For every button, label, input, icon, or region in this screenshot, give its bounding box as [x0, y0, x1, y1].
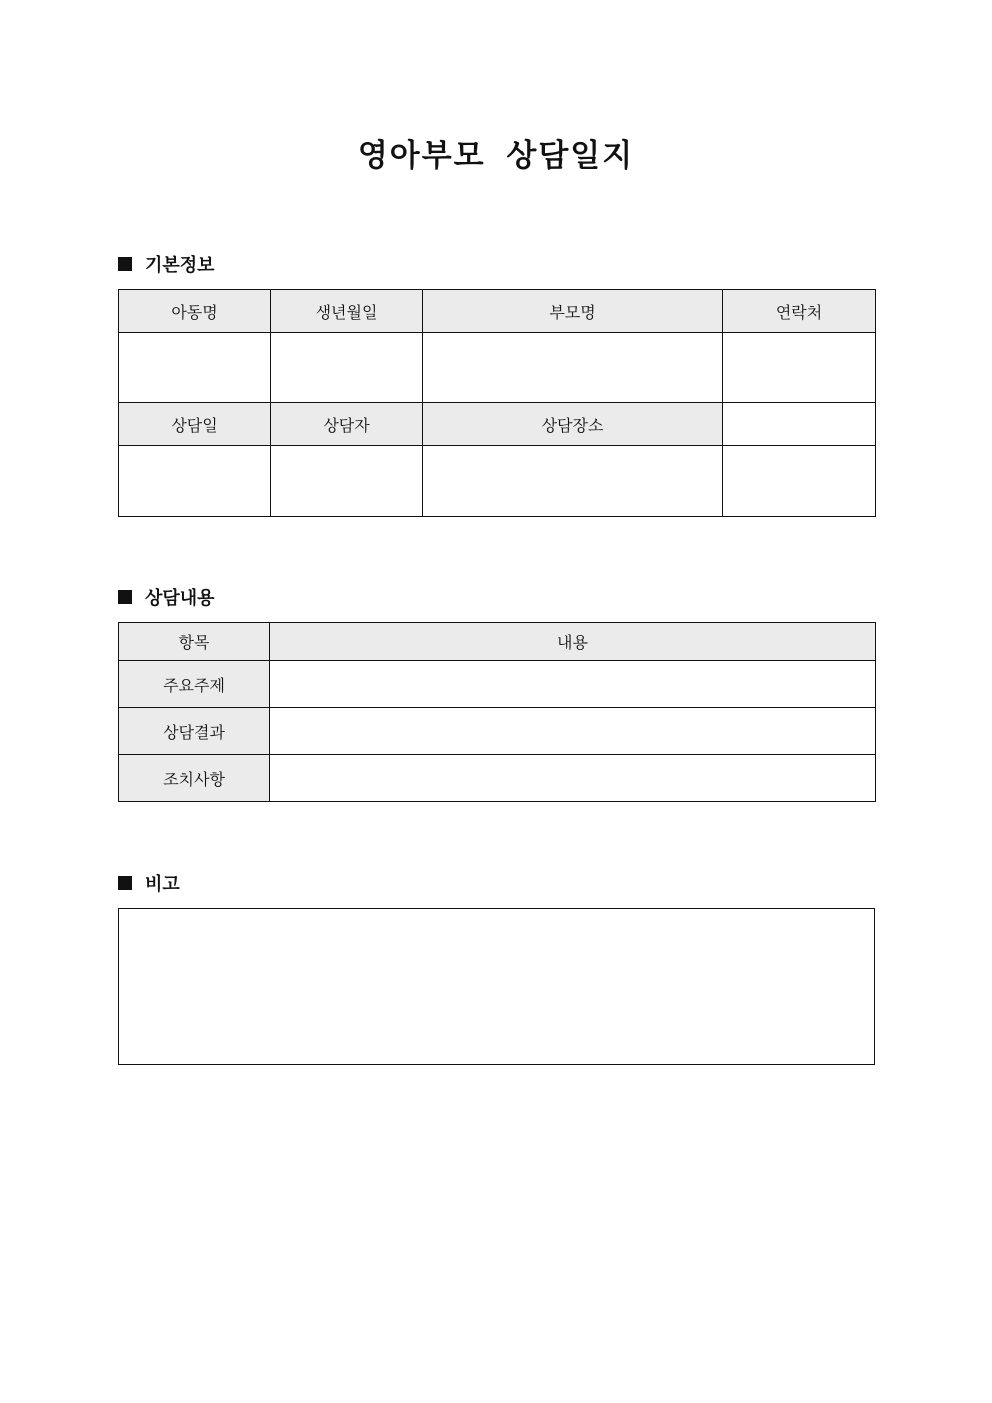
- section-heading-label: 비고: [145, 874, 180, 895]
- section-heading-label: 상담내용: [145, 588, 215, 609]
- header-child-name: 아동명: [119, 290, 271, 333]
- section-heading-remarks: [118, 870, 180, 896]
- header-counsel-place: 상담장소: [423, 403, 723, 446]
- table-row: [119, 403, 876, 446]
- counsel-date-field[interactable]: [119, 446, 271, 517]
- counselor-field[interactable]: [271, 446, 423, 517]
- square-bullet-icon: [118, 590, 132, 604]
- contact-field[interactable]: [723, 333, 876, 403]
- header-content: 내용: [270, 623, 876, 661]
- table-row: [119, 623, 876, 661]
- table-row: [119, 290, 876, 333]
- blank-value-cell[interactable]: [723, 446, 876, 517]
- header-contact: 연락처: [723, 290, 876, 333]
- table-row: [119, 755, 876, 802]
- header-counsel-date: 상담일: [119, 403, 271, 446]
- section-heading-basic-info: [118, 251, 215, 277]
- section-heading-counsel-content: [118, 584, 215, 610]
- table-row: [119, 661, 876, 708]
- item-counsel-result: 상담결과: [119, 708, 270, 755]
- page-title: 영아부모 상담일지: [357, 138, 635, 174]
- header-birth-date: 생년월일: [271, 290, 423, 333]
- section-heading-label: 기본정보: [145, 255, 215, 276]
- table-row: [119, 446, 876, 517]
- table-row: [119, 333, 876, 403]
- parent-name-field[interactable]: [423, 333, 723, 403]
- blank-header-cell: [723, 403, 876, 446]
- child-name-field[interactable]: [119, 333, 271, 403]
- basic-info-table: [118, 289, 876, 517]
- remarks-field[interactable]: [118, 908, 875, 1065]
- header-item: 항목: [119, 623, 270, 661]
- square-bullet-icon: [118, 257, 132, 271]
- action-taken-field[interactable]: [270, 755, 876, 802]
- header-parent-name: 부모명: [423, 290, 723, 333]
- square-bullet-icon: [118, 876, 132, 890]
- main-topic-field[interactable]: [270, 661, 876, 708]
- item-action-taken: 조치사항: [119, 755, 270, 802]
- header-counselor: 상담자: [271, 403, 423, 446]
- counsel-place-field[interactable]: [423, 446, 723, 517]
- item-main-topic: 주요주제: [119, 661, 270, 708]
- counsel-result-field[interactable]: [270, 708, 876, 755]
- table-row: [119, 708, 876, 755]
- counsel-content-table: [118, 622, 876, 802]
- birth-date-field[interactable]: [271, 333, 423, 403]
